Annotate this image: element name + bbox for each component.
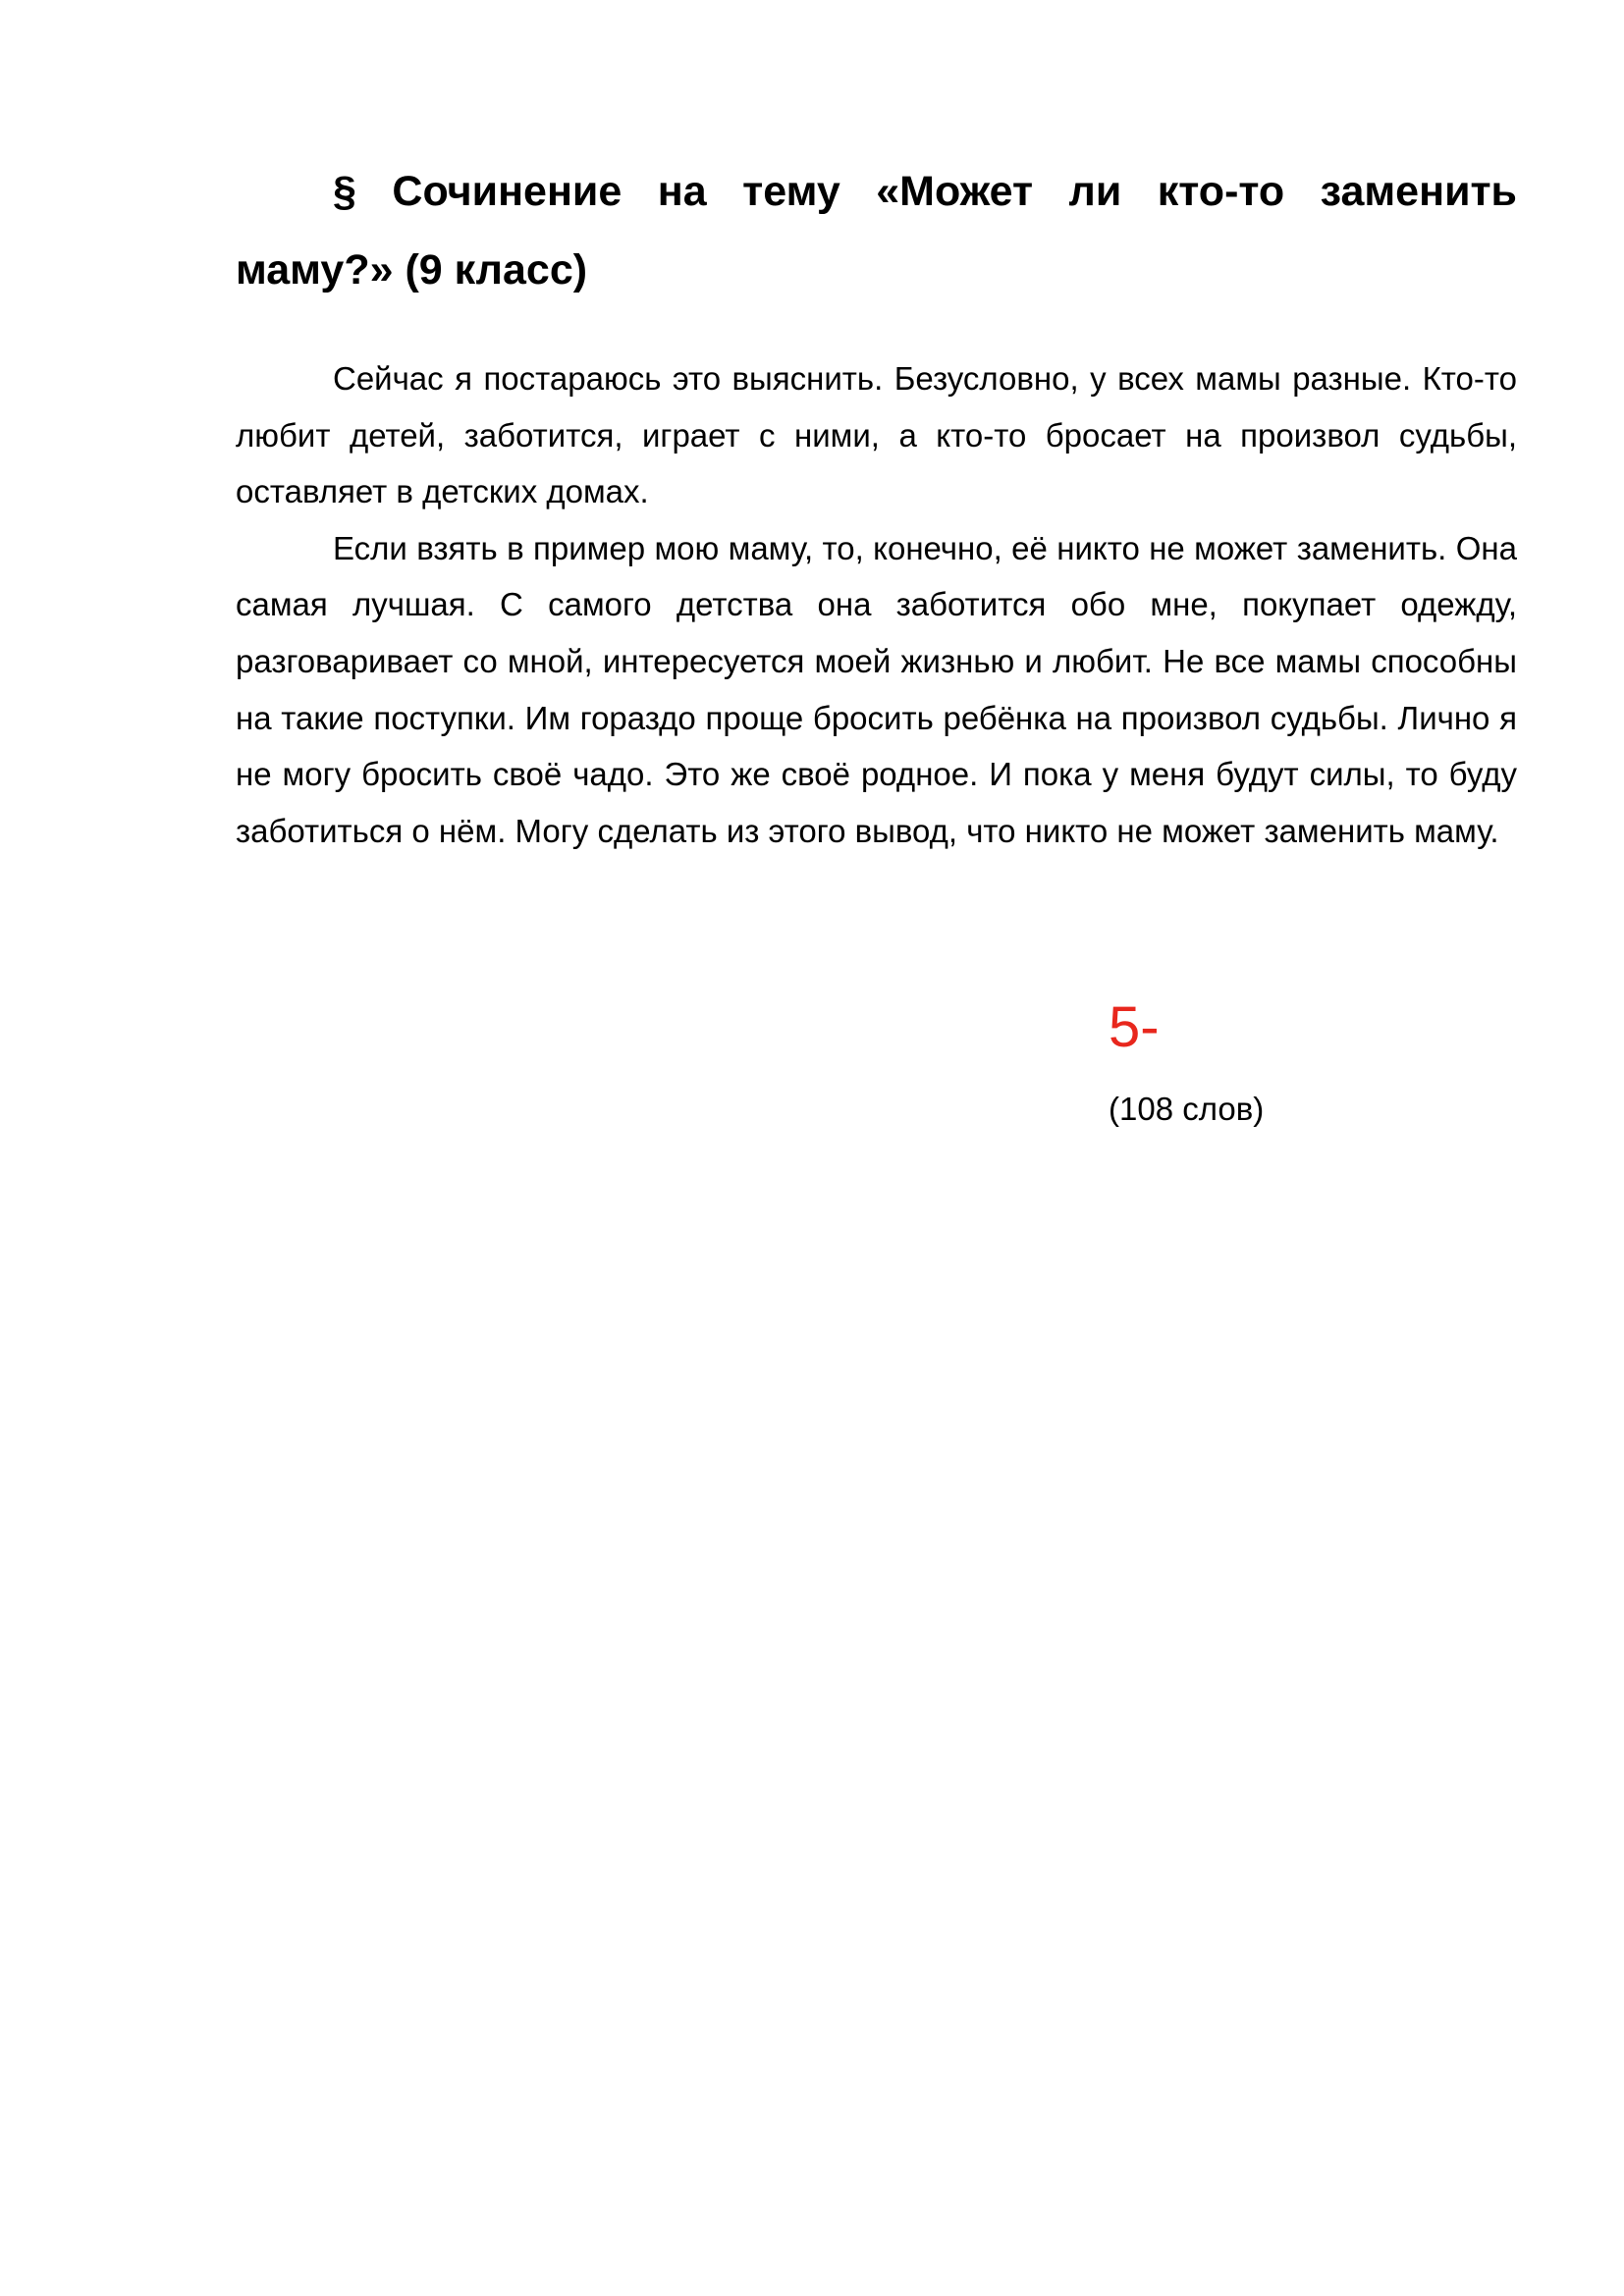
essay-title: § Сочинение на тему «Может ли кто-то заменить маму?» (9 класс) bbox=[236, 168, 1517, 294]
essay-paragraph-1: Сейчас я постараюсь это выяснить. Безусловно, у всех мамы разные. Кто-то любит детей, заботится, играет с ними, а кто-то бросает на произвол судьбы, оставляет в детских домах. bbox=[236, 360, 1517, 510]
essay-paragraph-2: Если взять в пример мою маму, то, конечно, её никто не может заменить. Она самая лучшая. С самого детства она заботится обо мне, покупает одежду, разговаривает со мной, интересуется моей жизнью и любит. Не все мамы способны на такие поступки. Им гораздо проще бросить ребёнка на произвол судьбы. Лично я не могу бросить своё чадо. Это же своё родное. И пока у меня будут силы, то буду заботиться о нём. Могу сделать из этого вывод, что никто не может заменить маму. bbox=[236, 529, 1517, 849]
essay-body bbox=[236, 350, 1517, 859]
grade-mark: 5- bbox=[1109, 995, 1160, 1059]
essay-content bbox=[236, 152, 1517, 859]
word-count: (108 слов) bbox=[1109, 1091, 1265, 1127]
